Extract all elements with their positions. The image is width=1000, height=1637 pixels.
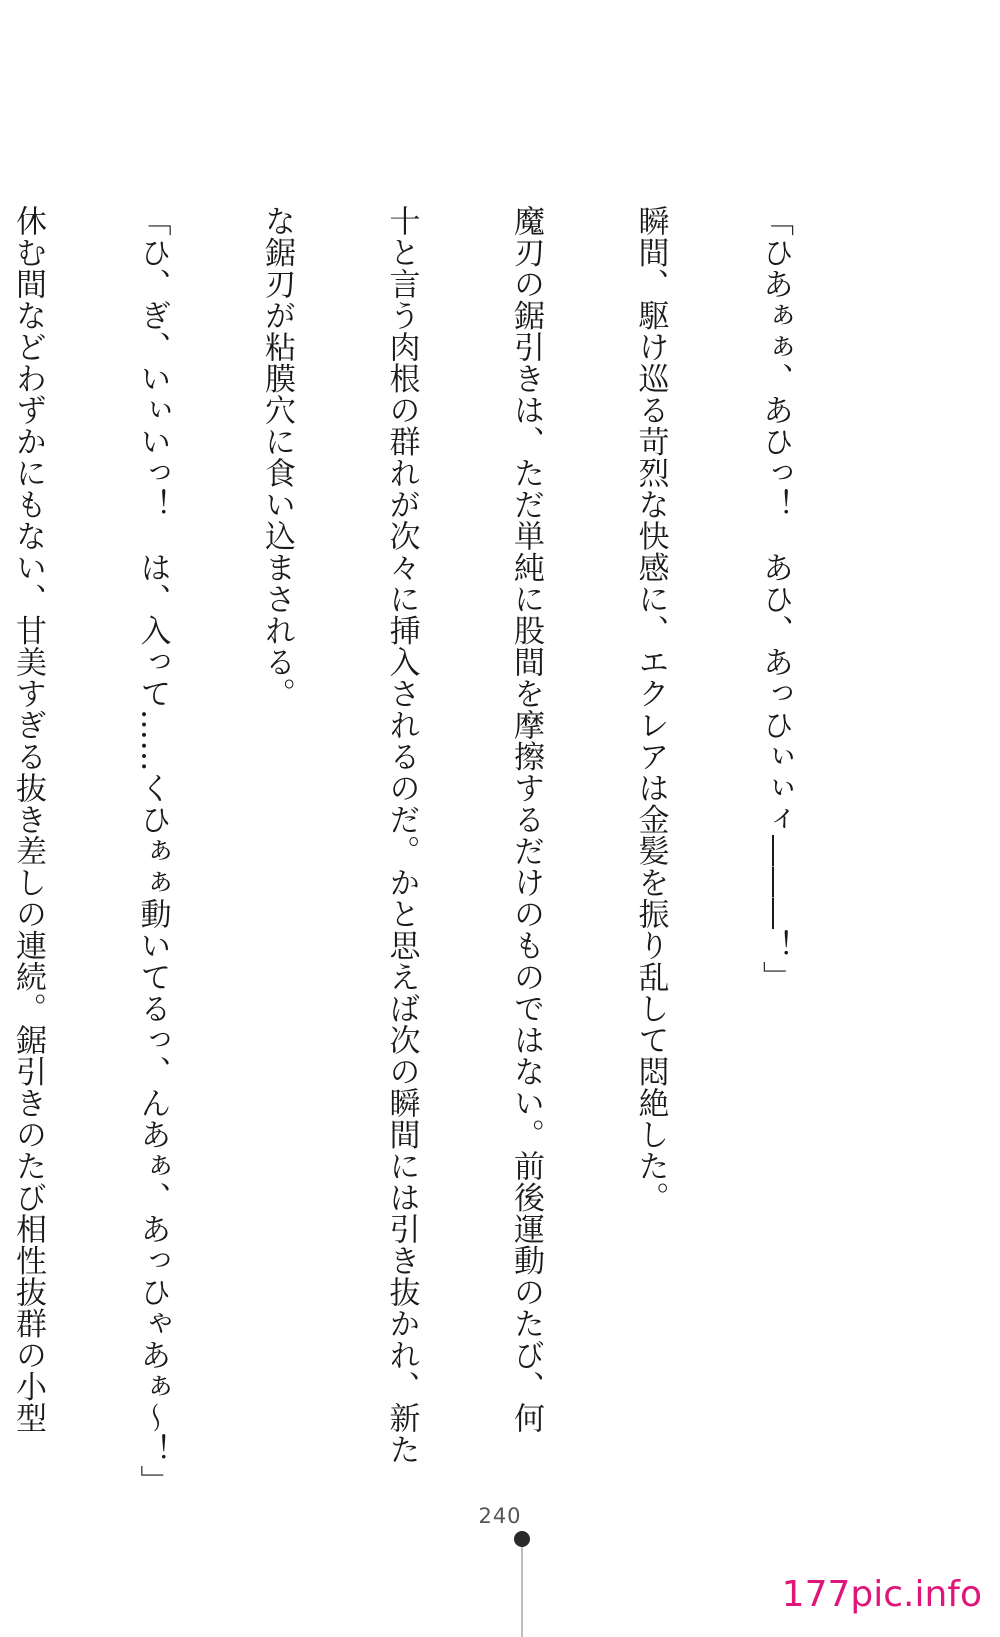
text-line: な鋸刃が粘膜穴に食い込まされる。 — [259, 205, 295, 709]
text-line: 「ひあぁぁ、あひっ！ あひ、あっひぃぃィ―――！」 — [757, 205, 793, 993]
page-number: 240 — [478, 1504, 522, 1528]
text-line: 休む間などわずかにもない、甘美すぎる抜き差しの連続。鋸引きのたび相性抜群の小型 — [10, 205, 46, 1434]
text-line: 「ひ、ぎ、いぃいっ！ は、入って……くひぁぁ動いてるっ、んあぁ、あっひゃあぁ～！」 — [134, 205, 171, 1497]
text-line: 十と言う肉根の群れが次々に挿入されるのだ。かと思えば次の瞬間には引き抜かれ、新た — [383, 205, 420, 1465]
bookmark-dot-icon — [514, 1531, 530, 1547]
text-line: 瞬間、駆け巡る苛烈な快感に、エクレアは金髪を振り乱して悶絶した。 — [632, 205, 669, 1213]
bookmark-line — [521, 1545, 523, 1637]
vertical-text-block — [10, 205, 878, 1497]
text-line: 魔刃の鋸引きは、ただ単純に股間を摩擦するだけのものではない。前後運動のたび、何 — [508, 205, 544, 1434]
watermark: 177pic.info — [781, 1574, 982, 1615]
